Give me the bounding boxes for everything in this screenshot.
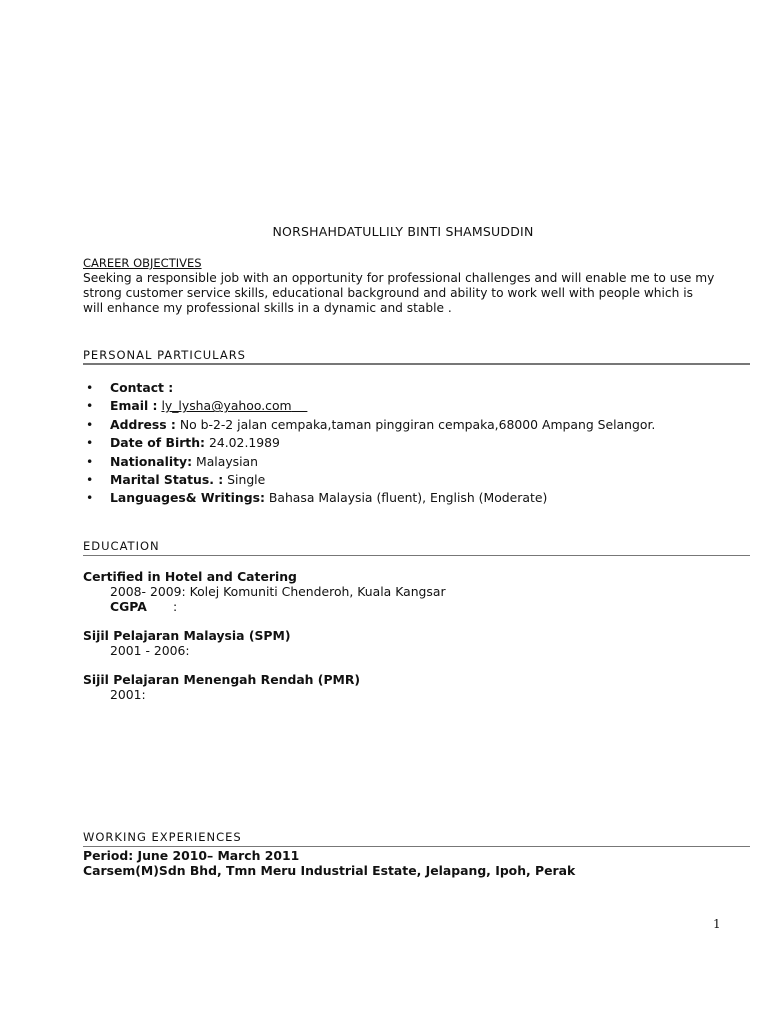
address-label: Address :	[110, 416, 176, 432]
list-item-contact	[83, 379, 655, 397]
objective-line: will enhance my professional skills in a dynamic and stable .	[83, 300, 452, 315]
education-title: Certified in Hotel and Catering	[83, 569, 297, 584]
bullet-icon: •	[86, 416, 94, 432]
languages-label: Languages& Writings:	[110, 490, 265, 506]
dob-label: Date of Birth:	[110, 435, 206, 451]
bullet-icon: •	[86, 471, 94, 487]
career-objectives-heading: CAREER OBJECTIVES	[83, 256, 202, 270]
bullet-icon: •	[86, 435, 94, 451]
page-number: 1	[713, 917, 721, 931]
applicant-name: NORSHAHDATULLILY BINTI SHAMSUDDIN	[272, 224, 534, 239]
list-item-address	[83, 416, 655, 434]
objective-line: Seeking a responsible job with an opportunity for professional challenges and will enable me to use my	[83, 271, 715, 285]
list-item-languages	[83, 489, 655, 507]
nationality-value: Malaysian	[196, 453, 258, 469]
career-objectives-text	[83, 271, 733, 315]
dob-value: 24.02.1989	[208, 435, 280, 451]
bullet-icon: •	[86, 453, 94, 469]
email-link[interactable]: ly_lysha@yahoo.com	[161, 398, 292, 414]
cgpa-colon: :	[173, 599, 178, 615]
list-item-marital-status	[83, 471, 655, 489]
marital-status-label: Marital Status. :	[110, 471, 224, 487]
working-experiences-heading: WORKING EXPERIENCES	[83, 830, 242, 844]
languages-value: Bahasa Malaysia (fluent), English (Moderate)	[268, 490, 548, 506]
bullet-icon: •	[86, 490, 94, 506]
section-divider	[83, 846, 750, 847]
cgpa-label: CGPA	[110, 599, 147, 615]
education-title: Sijil Pelajaran Menengah Rendah (PMR)	[83, 672, 361, 687]
bullet-icon: •	[86, 398, 94, 414]
work-entry	[83, 848, 575, 878]
education-period: 2008- 2009: Kolej Komuniti Chenderoh, Kuala Kangsar	[110, 584, 446, 600]
work-company: Carsem(M)Sdn Bhd, Tmn Meru Industrial Estate, Jelapang, Ipoh, Perak	[83, 863, 576, 879]
personal-particulars-list	[83, 379, 655, 508]
objective-line: strong customer service skills, educational background and ability to work well with people which is	[83, 285, 693, 300]
education-heading: EDUCATION	[83, 539, 160, 553]
education-spm	[83, 628, 291, 658]
list-item-nationality	[83, 453, 655, 471]
section-divider	[83, 363, 750, 365]
contact-label: Contact :	[110, 380, 174, 395]
cgpa-row	[83, 599, 446, 614]
bullet-icon: •	[86, 380, 94, 395]
education-pmr	[83, 672, 360, 702]
list-item-dob	[83, 434, 655, 452]
section-divider	[83, 555, 750, 556]
address-value: No b-2-2 jalan cempaka,taman pinggiran cempaka,68000 Ampang Selangor.	[179, 416, 656, 432]
education-period: 2001 - 2006:	[110, 643, 190, 659]
education-title: Sijil Pelajaran Malaysia (SPM)	[83, 628, 291, 643]
nationality-label: Nationality:	[110, 453, 193, 469]
work-period: Period: June 2010– March 2011	[83, 848, 300, 863]
education-period: 2001:	[110, 687, 146, 703]
education-hotel-catering	[83, 569, 446, 615]
marital-status-value: Single	[227, 471, 266, 487]
list-item-email	[83, 397, 655, 415]
email-label: Email :	[110, 398, 158, 414]
personal-particulars-heading: PERSONAL PARTICULARS	[83, 348, 246, 362]
